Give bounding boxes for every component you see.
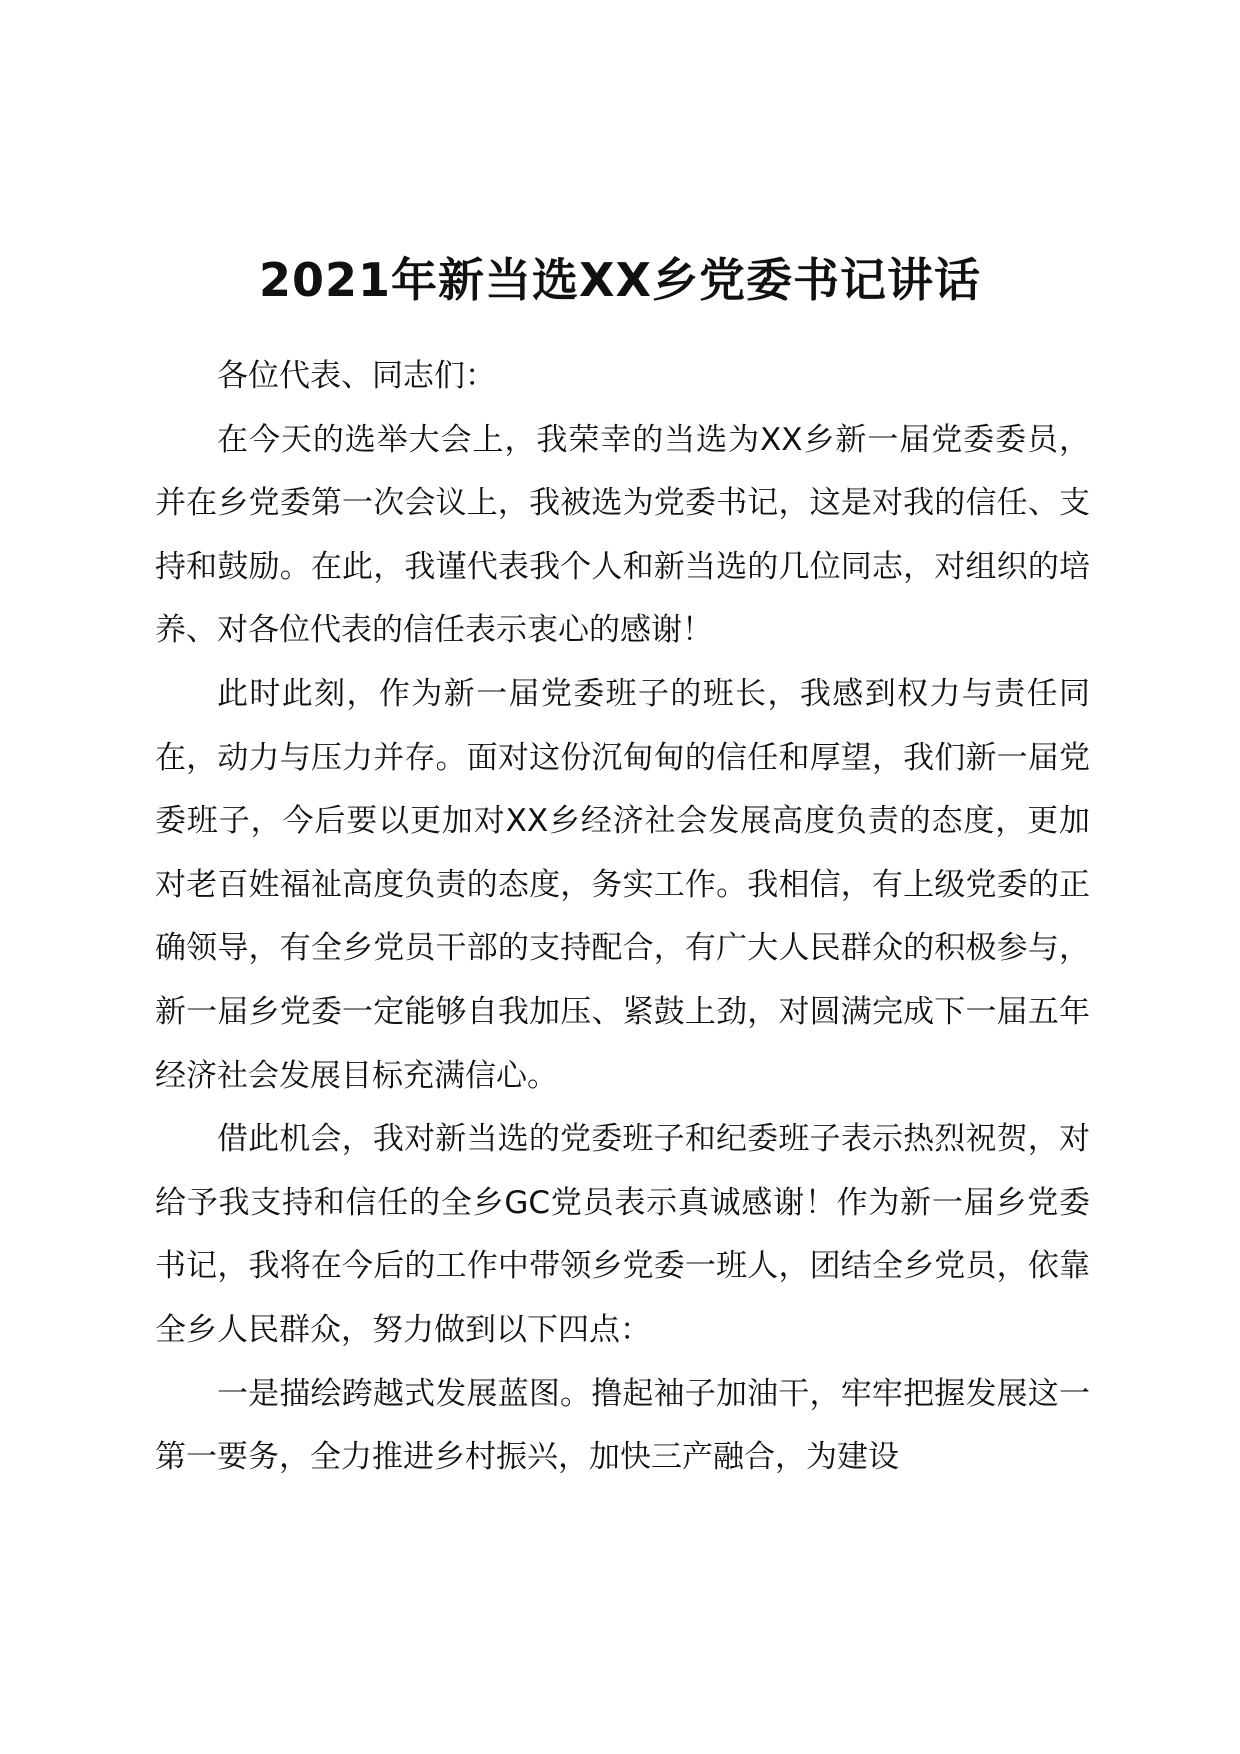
body-paragraph: 在今天的选举大会上，我荣幸的当选为XX乡新一届党委委员，并在乡党委第一次会议上，我被选为党委书记，这是对我的信任、支持和鼓励。在此，我谨代表我个人和新当选的几位同志，对组织的培养、对各位代表的信任表示衷心的感谢！: [155, 421, 1090, 649]
salutation-paragraph: 各位代表、同志们：: [217, 358, 496, 394]
body-paragraph: 一是描绘跨越式发展蓝图。撸起袖子加油干，牢牢把握发展这一第一要务，全力推进乡村振兴，加快三产融合，为建设: [155, 1375, 1090, 1476]
document-body: [155, 345, 1090, 1490]
body-paragraph: 借此机会，我对新当选的党委班子和纪委班子表示热烈祝贺，对给予我支持和信任的全乡GC党员表示真诚感谢！作为新一届乡党委书记，我将在今后的工作中带领乡党委一班人，团结全乡党员，依靠全乡人民群众，努力做到以下四点：: [155, 1121, 1090, 1348]
document-title: 2021年新当选XX乡党委书记讲话: [259, 253, 981, 307]
body-paragraph: 此时此刻，作为新一届党委班子的班长，我感到权力与责任同在，动力与压力并存。面对这份沉甸甸的信任和厚望，我们新一届党委班子，今后要以更加对XX乡经济社会发展高度负责的态度，更加对老百姓福祉高度负责的态度，务实工作。我相信，有上级党委的正确领导，有全乡党员干部的支持配合，有广大人民群众的积极参与，新一届乡党委一定能够自我加压、紧鼓上劲，对圆满完成下一届五年经济社会发展目标充满信心。: [155, 675, 1090, 1094]
